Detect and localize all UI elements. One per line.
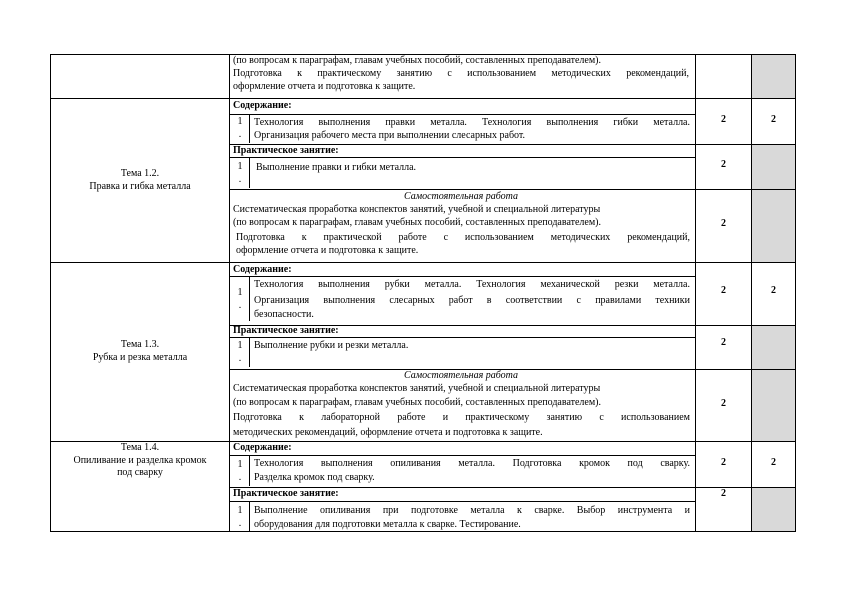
index-number: 1 (237, 161, 243, 172)
table-border (229, 189, 796, 190)
self-study-line: оформление отчета и подготовка к защите. (236, 245, 419, 256)
content-line: Технология выполнения правки металла. Технология выполнения гибки металла. (254, 117, 690, 128)
table-border (249, 337, 250, 367)
table-border (229, 114, 695, 115)
table-border (50, 98, 796, 99)
shaded-cell (751, 54, 795, 98)
hours-value: 2 (721, 159, 726, 170)
hours-value: 2 (721, 285, 726, 296)
practice-line: оборудования для подготовки металла к сварке. Тестирование. (254, 519, 521, 530)
hours-value: 2 (721, 218, 726, 229)
index-number: 1 (237, 287, 243, 298)
topic-name: Рубка и резка металла (92, 351, 188, 363)
top-line: оформление отчета и подготовка к защите. (233, 81, 416, 92)
self-study-line: (по вопросам к параграфам, главам учебных пособий, составленных преподавателем). (233, 217, 602, 228)
content-line: безопасности. (254, 309, 314, 320)
shaded-cell (751, 487, 795, 531)
level-value: 2 (771, 114, 776, 125)
table-border (229, 501, 695, 502)
topic-title (51, 442, 229, 480)
topic-number: Тема 1.3. (120, 339, 160, 350)
self-study-line: Систематическая проработка конспектов занятий, учебной и специальной литературы (233, 204, 601, 215)
self-study-title: Самостоятельная работа (404, 191, 518, 202)
self-study-line: методических рекомендаций, оформление отчета и подготовка к защите. (233, 427, 543, 438)
table-border (249, 455, 250, 486)
topic-name: Опиливание и разделка кромок (73, 454, 207, 466)
topic-name: под сварку (117, 467, 163, 479)
index-number: 1 (237, 459, 243, 470)
index-dot: . (238, 128, 242, 140)
index-number: 1 (237, 116, 243, 127)
index-dot: . (238, 517, 242, 529)
table-border (229, 276, 695, 277)
table-border (229, 54, 230, 531)
table-border (249, 114, 250, 143)
practice-header: Практическое занятие: (233, 325, 339, 336)
hours-value: 2 (721, 337, 726, 348)
topic-number: Тема 1.4. (120, 442, 160, 453)
content-header: Содержание: (233, 442, 292, 453)
index-number: 1 (237, 340, 243, 351)
index-dot: . (238, 471, 242, 483)
index-dot: . (238, 299, 242, 311)
self-study-title: Самостоятельная работа (404, 370, 518, 381)
table-border (249, 276, 250, 321)
index-dot: . (238, 352, 242, 364)
item-index (233, 340, 247, 365)
practice-header: Практическое занятие: (233, 145, 339, 156)
hours-value: 2 (721, 488, 726, 499)
table-border (249, 157, 250, 188)
topic-number: Тема 1.2. (120, 168, 160, 179)
content-line: Организация рабочего места при выполнении слесарных работ. (254, 130, 526, 141)
level-value: 2 (771, 457, 776, 468)
item-index (233, 505, 247, 530)
index-number: 1 (237, 505, 243, 516)
self-study-line: Подготовка к практической работе с использованием методических рекомендаций, (236, 232, 690, 243)
top-line: (по вопросам к параграфам, главам учебных пособий, составленных преподавателем). (233, 55, 602, 66)
item-index (233, 116, 247, 141)
topic-title (51, 168, 229, 193)
practice-header: Практическое занятие: (233, 488, 339, 499)
practice-line: Выполнение правки и гибки металла. (256, 162, 417, 173)
index-dot: . (238, 173, 242, 185)
table-border (50, 262, 796, 263)
table-border (229, 455, 695, 456)
practice-line: Выполнение рубки и резки металла. (254, 340, 409, 351)
topic-title (51, 339, 229, 364)
shaded-cell (751, 144, 795, 262)
item-index (233, 287, 247, 312)
item-index (233, 161, 247, 186)
hours-value: 2 (721, 398, 726, 409)
content-header: Содержание: (233, 264, 292, 275)
hours-value: 2 (721, 114, 726, 125)
hours-value: 2 (721, 457, 726, 468)
self-study-line: Систематическая проработка конспектов занятий, учебной и специальной литературы (233, 383, 601, 394)
practice-line: Выполнение опиливания при подготовке металла к сварке. Выбор инструмента и (254, 505, 690, 516)
top-line: Подготовка к практическому занятию с использованием методических рекомендаций, (233, 68, 689, 79)
self-study-line: (по вопросам к параграфам, главам учебных пособий, составленных преподавателем). (233, 397, 602, 408)
content-line: Технология выполнения рубки металла. Технология механической резки металла. (254, 279, 690, 290)
content-line: Разделка кромок под сварку. (254, 472, 375, 483)
table-border (795, 54, 796, 531)
level-value: 2 (771, 285, 776, 296)
shaded-cell (751, 325, 795, 441)
topic-name: Правка и гибка металла (89, 180, 191, 192)
content-line: Технология выполнения опиливания металла. Подготовка кромок под сварку. (254, 458, 690, 469)
self-study-line: Подготовка к лабораторной работе и практическому занятию с использованием (233, 412, 690, 423)
content-header: Содержание: (233, 100, 292, 111)
table-border (249, 501, 250, 531)
content-line: Организация выполнения слесарных работ в соответствии с правилами техники (254, 295, 690, 306)
item-index (233, 459, 247, 484)
